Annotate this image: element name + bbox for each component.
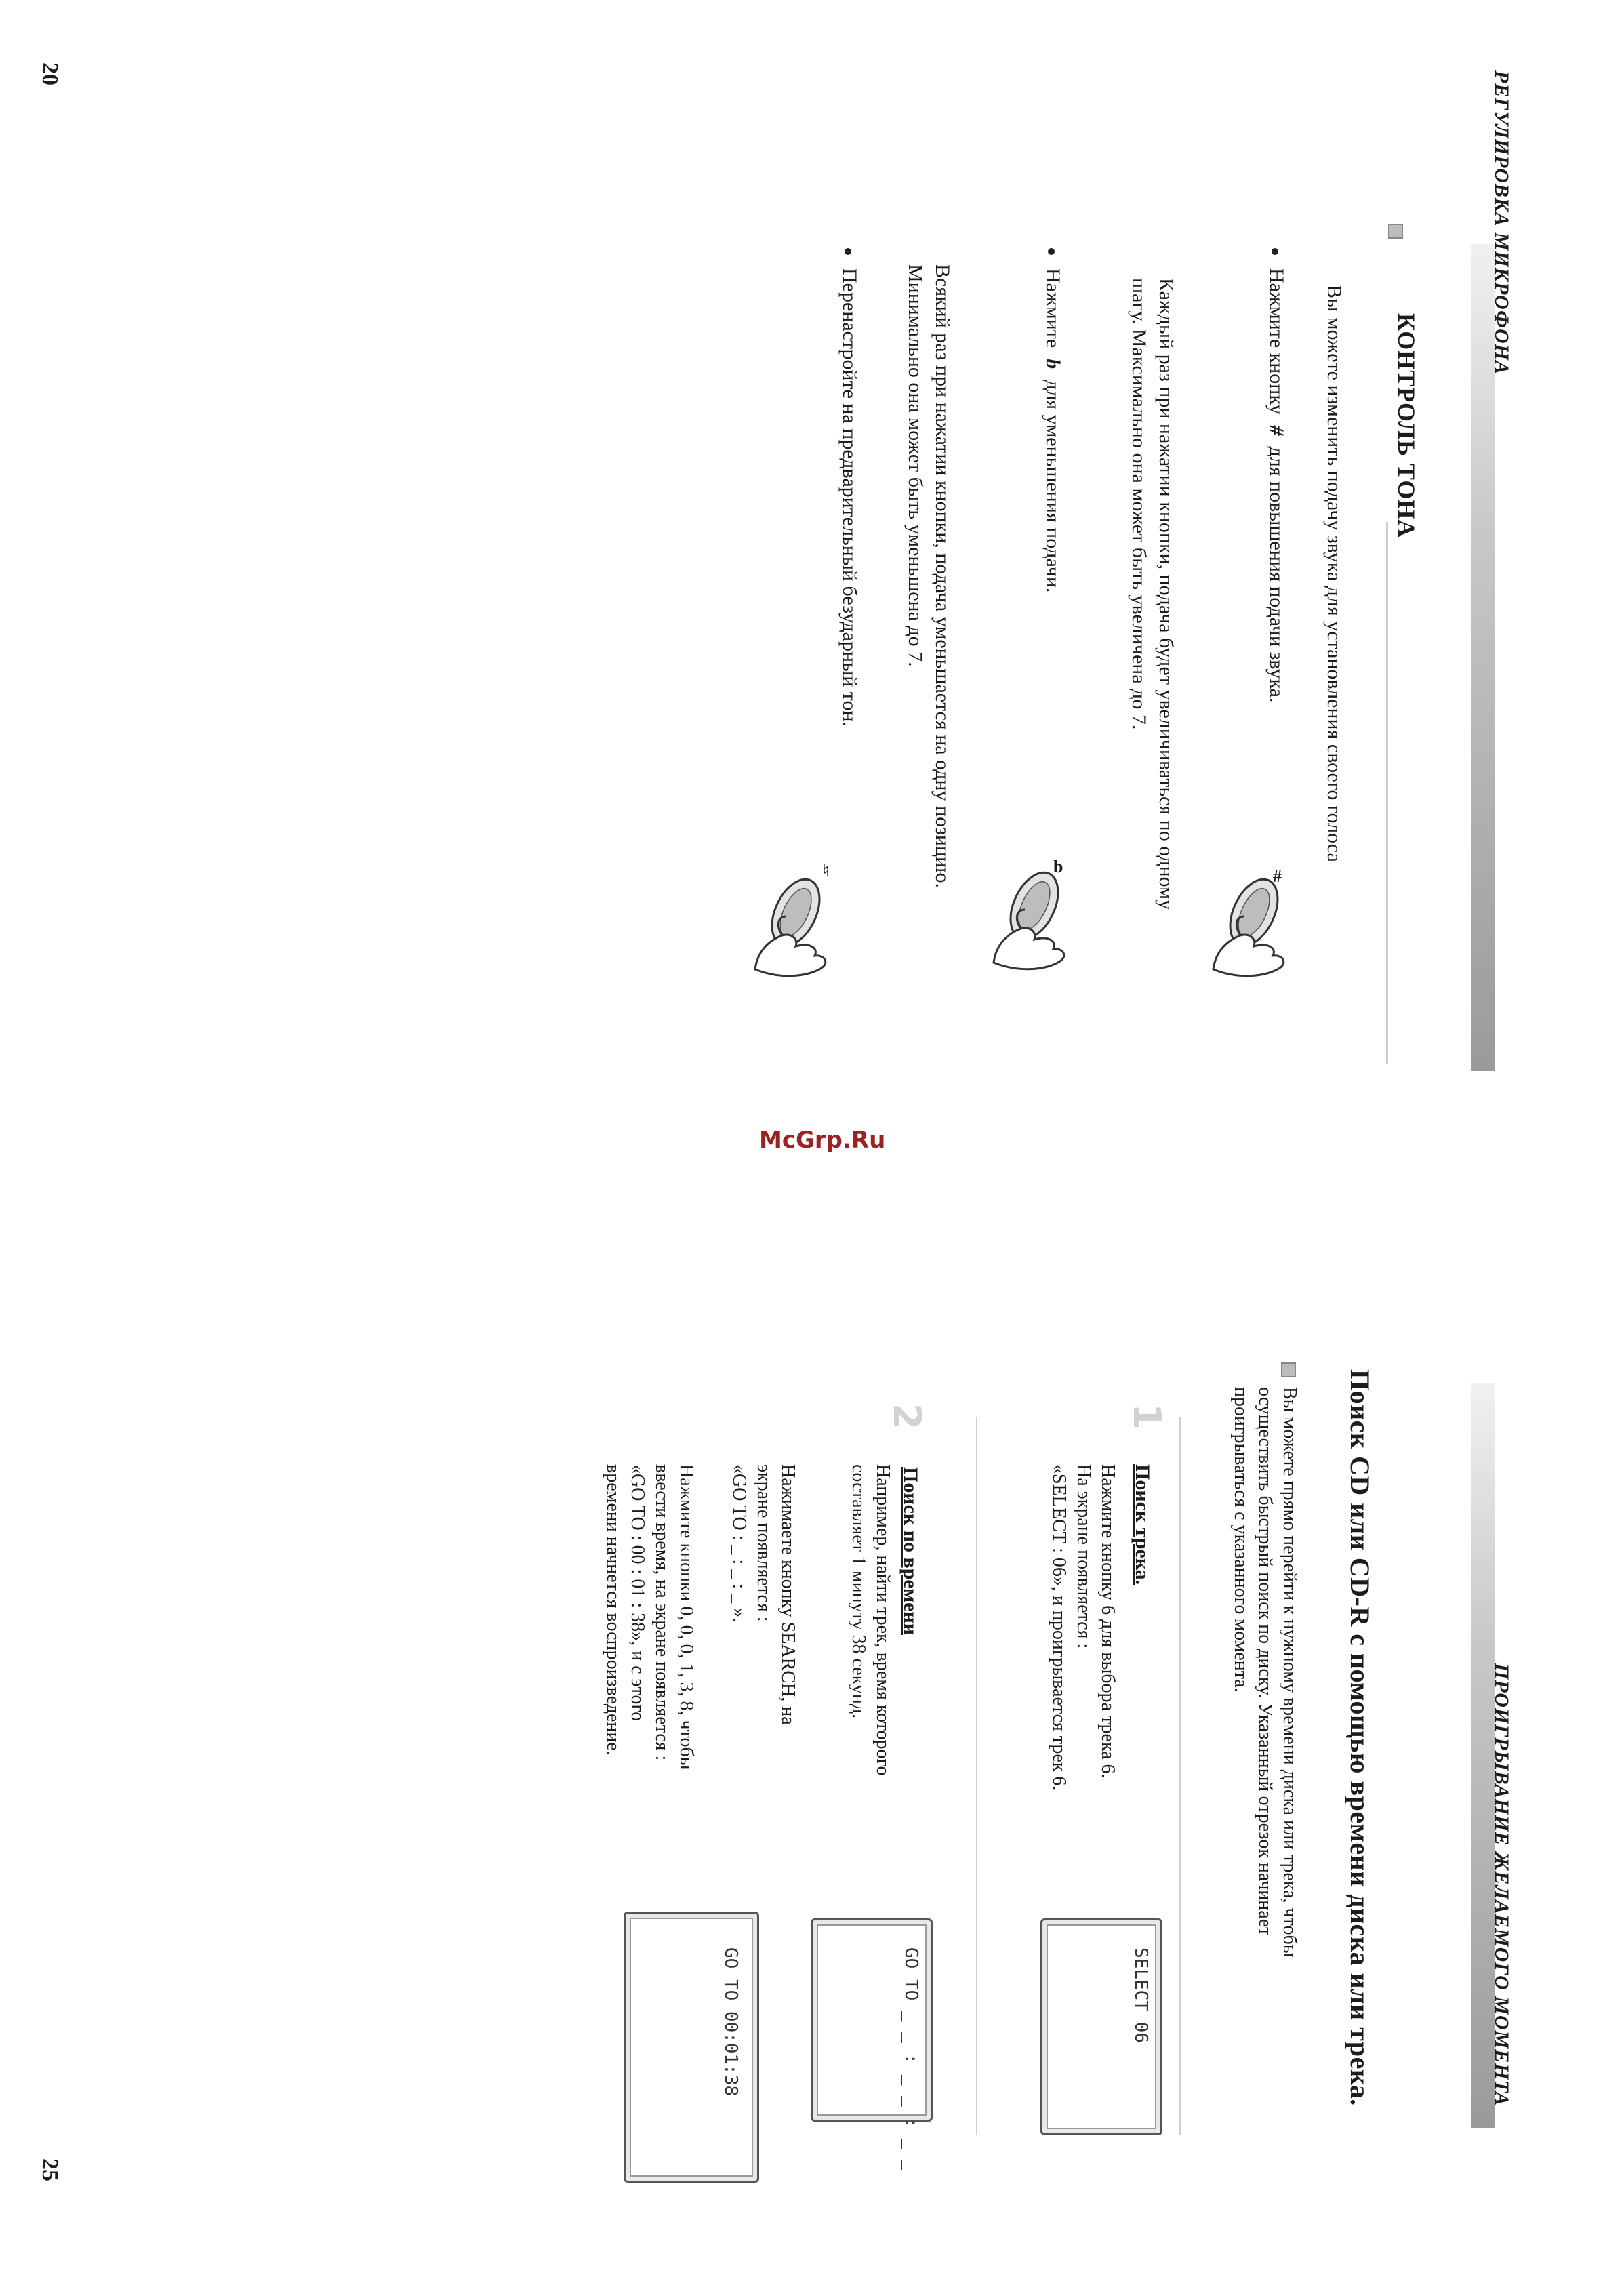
step-1-divider [1179,1417,1181,2135]
step-2-number: 2 [885,1403,929,1430]
lcd-go-to-time [624,1912,759,2183]
section-title: КОНТРОЛЬ ТОНА [1393,313,1420,538]
hand-press-icon [735,868,857,983]
watermark: McGrp.Ru [759,1127,886,1154]
dial-label-natural: ♮ [823,861,830,881]
header-title-right: ПРОИГРЫВАНИЕ ЖЕЛАЕМОГО МОМЕНТА [1490,1663,1513,2107]
natural-button-illustration [735,861,857,983]
bullet-lower-pitch: Нажмитеbдля уменьшения подачи. [1041,248,1064,592]
bullet-dot-icon [845,248,851,255]
lcd-select-text: SELECT 06 [1131,1947,1151,2043]
page-number-right: 25 [37,2158,62,2181]
step-2-divider [976,1417,977,2135]
step-1-heading: Поиск трека. [1131,1464,1154,1585]
bullet-raise-pitch: Нажмите кнопку#для повышения подачи звука. [1265,248,1288,702]
lcd-go-to-empty-text: GO TO _ _ : _ _ : _ _ [901,1947,921,2170]
step-2-para1: Например, найти трек, время которого составляет 1 минуту 38 секунд. [848,1464,893,1776]
sharp-button-illustration [1193,868,1315,983]
step-2-para3: Нажмите кнопки 0, 0, 0, 1, 3, 8, чтобы ввести время, на экране появляется : «GO TO : 00 : 01 : 38», и с этого времени начнется воспроизведение. [603,1464,697,1770]
step-2-heading: Поиск по времени [899,1467,922,1636]
detail-lower-pitch: Всякий раз при нажатии кнопки, подача уменьшается на одну позицию. Минимально она может быть уменьшена до 7. [904,264,954,888]
step-1-number: 1 [1124,1403,1169,1430]
bullet-reset-tone: Перенастройте на предварительный безударный тон. [838,248,861,727]
header-title-left: РЕГУЛИРОВКА МИКРОФОНА [1490,70,1513,375]
dial-label-sharp: # [1273,866,1282,886]
search-title: Поиск CD или CD-R с помощью времени диска или трека. [1345,1369,1375,2106]
section-divider-left [1386,522,1388,1064]
section-marker-icon [1388,224,1403,239]
step-2-para2: Нажимаете кнопку SEARCH, на экране появляется : «GO TO : _ : _ : _ ». [729,1464,798,1725]
bullet-dot-icon [1272,248,1278,255]
step-1-text: Нажмите кнопку 6 для выбора трека 6. На экране появляется : «SELECT : 06», и проигрывается трек 6. [1049,1464,1118,1791]
flat-button-illustration [973,857,1095,976]
lcd-go-to-time-text: GO TO 00:01:38 [720,1947,741,2097]
intro-text-left: Вы можете изменить подачу звука для установления своего голоса [1323,285,1345,862]
intro-marker-icon [1281,1362,1296,1377]
lcd-select [1040,1918,1162,2135]
detail-raise-pitch: Каждый раз при нажатии кнопки, подача будет увеличиваться по одному шагу. Максимально она может быть увеличена до 7. [1128,278,1177,910]
page-number-left: 20 [37,62,62,85]
hand-press-icon [1193,868,1315,983]
hand-press-icon [973,861,1095,976]
bullet-dot-icon [1048,248,1055,255]
dial-label-flat: b [1053,857,1063,876]
lcd-go-to-empty [811,1918,933,2170]
intro-text-right: Вы можете прямо перейти к нужному времени диска или трека, чтобы осуществить быстрый поиск по диску. Указанный отрезок начинает проигрываться с указанного момента. [1230,1387,1300,1958]
